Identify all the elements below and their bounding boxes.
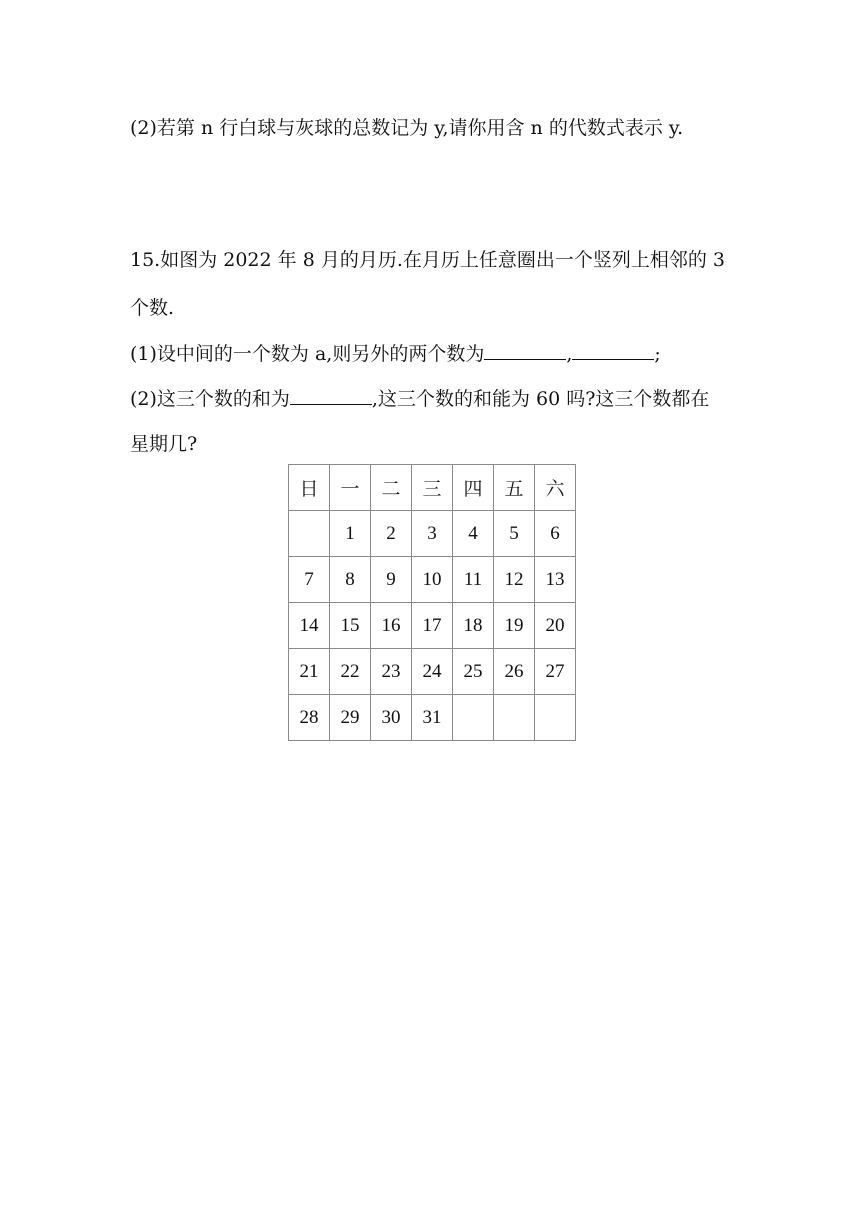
- question-15-part-2: [130, 385, 709, 413]
- calendar-day-cell: 2: [371, 511, 412, 557]
- calendar-header-cell: 一: [330, 465, 371, 511]
- calendar-day-cell: 19: [494, 603, 535, 649]
- calendar-header-cell: 二: [371, 465, 412, 511]
- answer-blank-1: [484, 341, 566, 360]
- part-2-text-cont: ,这三个数的和能为 60 吗?这三个数都在: [371, 388, 710, 410]
- calendar-header-row: [289, 465, 576, 511]
- calendar-day-cell: 26: [494, 649, 535, 695]
- part-1-separator: ,: [566, 343, 573, 365]
- calendar-day-cell: 6: [535, 511, 576, 557]
- calendar-week-row: [289, 511, 576, 557]
- calendar-day-cell: 27: [535, 649, 576, 695]
- calendar-table: [288, 464, 576, 741]
- answer-blank-2: [572, 341, 654, 360]
- question-15-part-1: [130, 340, 661, 368]
- calendar-day-cell: [453, 695, 494, 741]
- calendar-day-cell: 28: [289, 695, 330, 741]
- calendar-day-cell: 24: [412, 649, 453, 695]
- calendar-day-cell: 9: [371, 557, 412, 603]
- calendar-header-cell: 六: [535, 465, 576, 511]
- calendar-day-cell: 22: [330, 649, 371, 695]
- calendar-day-cell: 17: [412, 603, 453, 649]
- part-1-end: ;: [654, 343, 661, 365]
- calendar-day-cell: 11: [453, 557, 494, 603]
- calendar-day-cell: 20: [535, 603, 576, 649]
- calendar-day-cell: 10: [412, 557, 453, 603]
- calendar-day-cell: 1: [330, 511, 371, 557]
- calendar-day-cell: 13: [535, 557, 576, 603]
- calendar-week-row: [289, 695, 576, 741]
- calendar-day-cell: 8: [330, 557, 371, 603]
- calendar-day-cell: 18: [453, 603, 494, 649]
- calendar-day-cell: 23: [371, 649, 412, 695]
- part-2-text: (2)这三个数的和为: [130, 388, 290, 410]
- calendar-header-cell: 日: [289, 465, 330, 511]
- question-15-stem-line-1: 15.如图为 2022 年 8 月的月历.在月历上任意圈出一个竖列上相邻的 3: [130, 249, 725, 271]
- answer-blank-3: [290, 386, 372, 405]
- calendar-header-cell: 四: [453, 465, 494, 511]
- calendar-week-row: [289, 557, 576, 603]
- calendar-header-cell: 五: [494, 465, 535, 511]
- calendar-day-cell: 15: [330, 603, 371, 649]
- calendar-day-cell: 7: [289, 557, 330, 603]
- calendar-week-row: [289, 603, 576, 649]
- question-15-part-2-line-2: 星期几?: [130, 433, 198, 455]
- calendar-day-cell: 4: [453, 511, 494, 557]
- calendar-day-cell: 21: [289, 649, 330, 695]
- calendar-day-cell: 25: [453, 649, 494, 695]
- calendar-day-cell: 3: [412, 511, 453, 557]
- calendar-day-cell: 12: [494, 557, 535, 603]
- calendar-day-cell: 14: [289, 603, 330, 649]
- calendar-week-row: [289, 649, 576, 695]
- calendar-day-cell: 5: [494, 511, 535, 557]
- question-14-part-2: (2)若第 n 行白球与灰球的总数记为 y,请你用含 n 的代数式表示 y.: [130, 117, 684, 139]
- calendar-day-cell: [535, 695, 576, 741]
- calendar-day-cell: 30: [371, 695, 412, 741]
- calendar-day-cell: 16: [371, 603, 412, 649]
- calendar-day-cell: [494, 695, 535, 741]
- question-15-stem-line-2: 个数.: [130, 297, 175, 319]
- calendar-day-cell: 31: [412, 695, 453, 741]
- calendar-day-cell: [289, 511, 330, 557]
- calendar-day-cell: 29: [330, 695, 371, 741]
- calendar-header-cell: 三: [412, 465, 453, 511]
- part-1-text: (1)设中间的一个数为 a,则另外的两个数为: [130, 343, 485, 365]
